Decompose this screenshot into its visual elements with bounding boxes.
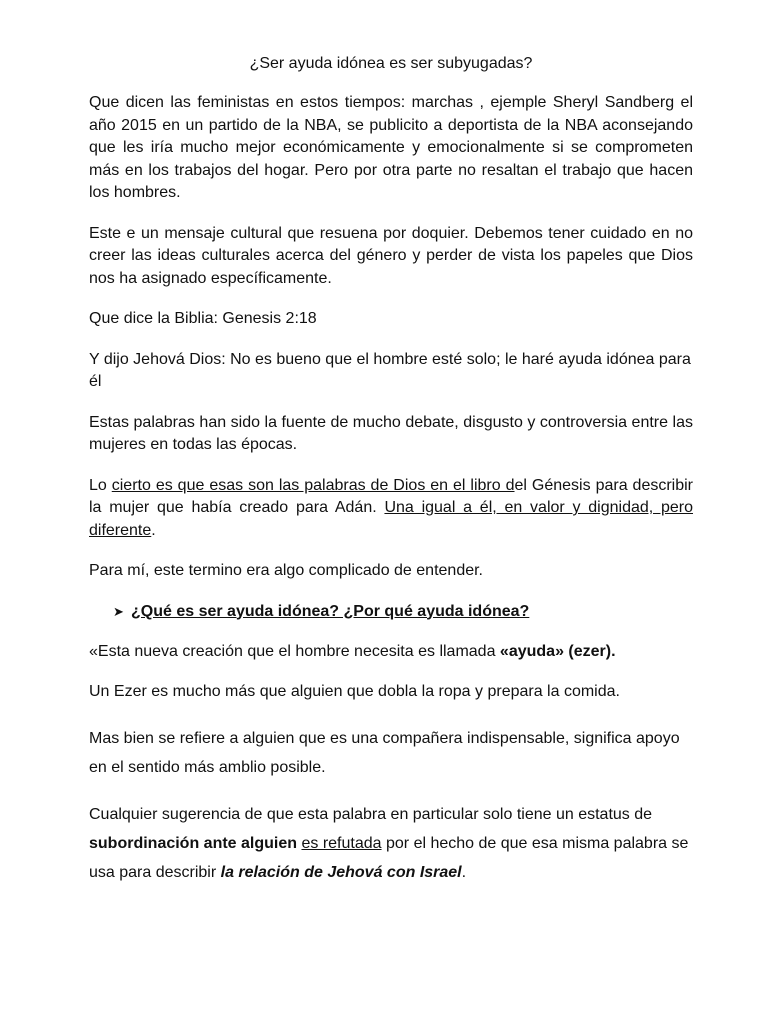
paragraph-1: Que dicen las feministas en estos tiempos: marchas , ejemple Sheryl Sandberg el año 2015 en un partido de la NBA, se publicito a deportista de la NBA aconsejando que les iría mucho mejor económicamente y emocionalmente si se comprometen más en los trabajos del hogar. Pero por otra parte no resaltan el trabajo que hacen los hombres. [89,94,693,201]
paragraph-9: Un Ezer es mucho más que alguien que dobla la ropa y prepara la comida. [89,683,620,700]
p8-text-a: «Esta nueva creación que el hombre necesita es llamada [89,642,500,660]
paragraph-4: Y dijo Jehová Dios: No es bueno que el hombre esté solo; le haré ayuda idónea para él [89,350,691,390]
paragraph-2: Este e un mensaje cultural que resuena por doquier. Debemos tener cuidado en no creer las ideas culturales acerca del género y perder de vista los papeles que Dios nos ha asignado específicamente. [89,224,693,287]
paragraph-6 [89,475,693,543]
p11-text-g: . [461,863,467,881]
p11-text-a: Cualquier sugerencia de que esta palabra en particular solo tiene un estatus de [89,805,653,823]
p11-bold-italic-f: la relación de Jehová con Israel [220,863,462,881]
p6-text-e: . [151,521,156,539]
p6-underlined-a: cierto es que esas son las palabras de Dios en el libro d [111,476,515,494]
p11-underlined-d: es refutada [301,834,382,852]
bullet-heading [113,601,693,623]
arrowhead-bullet-icon: ➤ [113,603,124,619]
p8-bold-b: «ayuda» (ezer). [499,642,616,660]
p11-text-e: por el hecho de que esa misma palabra se usa para describir [89,834,689,881]
p6-underlined-d: Una igual a él, en valor y dignidad, pero diferente [89,499,693,539]
paragraph-5: Estas palabras han sido la fuente de mucho debate, disgusto y controversia entre las mujeres en todas las épocas. [89,413,693,453]
paragraph-7: Para mí, este termino era algo complicado de entender. [89,562,483,579]
p6-text-c: el Génesis para describir la mujer que había creado para Adán. [89,476,694,516]
paragraph-10: Mas bien se refiere a alguien que es una compañera indispensable, significa apoyo en el sentido más amblio posible. [89,729,680,776]
p11-bold-b: subordinación ante alguien [89,834,298,852]
document-title: ¿Ser ayuda idónea es ser subyugadas? [249,55,533,72]
p6-text-a: Lo [89,476,112,494]
document-page [89,53,693,887]
section-heading: ¿Qué es ser ayuda idónea? ¿Por qué ayuda idónea? [131,602,530,620]
paragraph-11 [89,800,693,887]
paragraph-3: Que dice la Biblia: Genesis 2:18 [89,310,317,327]
paragraph-8 [89,641,693,664]
